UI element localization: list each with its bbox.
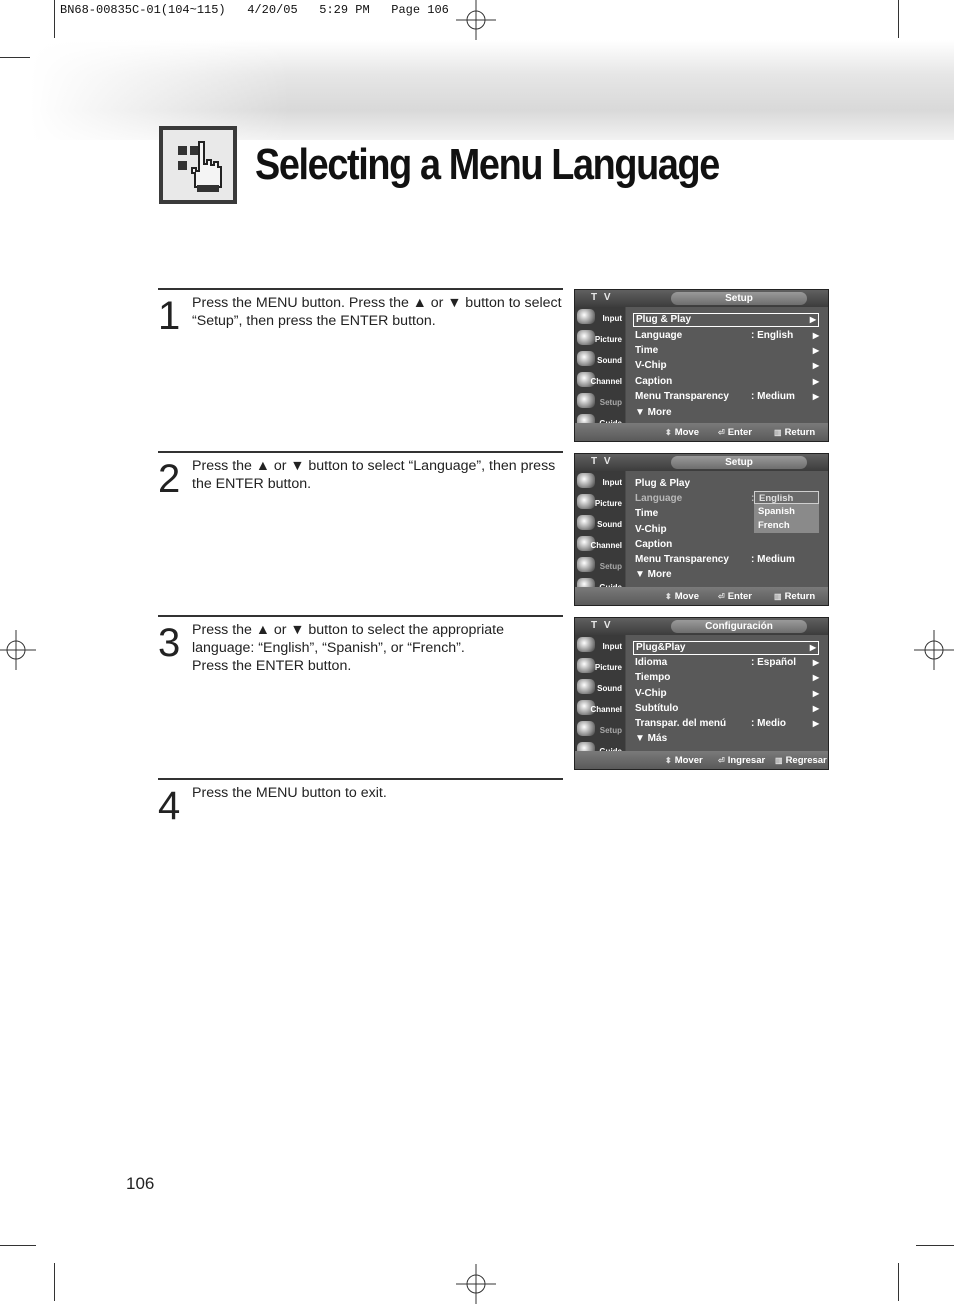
osd-sidebar-item[interactable]	[575, 471, 625, 492]
osd-menu-row[interactable]	[635, 477, 821, 491]
return-icon: ▥	[774, 592, 782, 601]
osd-hint-enter	[718, 591, 752, 602]
input-icon	[577, 637, 595, 652]
input-icon	[577, 309, 595, 324]
osd-sidebar-label: Input	[602, 642, 622, 651]
up-down-arrow-icon: ⬍	[665, 592, 672, 601]
osd-sidebar-item[interactable]	[575, 349, 625, 370]
step-line: Press the ENTER button.	[192, 658, 352, 674]
osd-sidebar-label: Setup	[599, 726, 622, 735]
osd-menu-row[interactable]	[633, 641, 819, 655]
osd-sidebar-label: Sound	[597, 684, 622, 693]
osd-tv-label: T V	[591, 292, 613, 303]
osd-hint-label: Move	[674, 427, 699, 438]
osd-sidebar-label: Input	[602, 478, 622, 487]
osd-bottombar	[575, 751, 828, 769]
osd-hint-move	[665, 591, 699, 602]
osd-row-value: : Medio	[751, 718, 786, 729]
step-number: 3	[158, 621, 181, 665]
osd-menu-row[interactable]	[635, 553, 821, 567]
osd-sidebar-label: Picture	[594, 499, 622, 508]
step-line: Press the MENU button. Press the ▲ or ▼ button to select	[192, 295, 562, 311]
chevron-right-icon: ▶	[812, 331, 819, 340]
setup-icon	[577, 557, 595, 572]
step-text	[192, 784, 563, 802]
osd-topbar	[575, 454, 828, 471]
osd-tv-label: T V	[591, 456, 613, 467]
osd-menu-row[interactable]	[635, 538, 821, 552]
osd-row-label: V-Chip	[635, 360, 667, 371]
osd-row-label: V-Chip	[635, 688, 667, 699]
language-dropdown[interactable]	[754, 491, 819, 533]
osd-hint-label: Ingresar	[727, 755, 766, 766]
registration-mark-icon	[456, 0, 496, 40]
osd-row-label: Tiempo	[635, 672, 671, 683]
input-icon	[577, 473, 595, 488]
enter-icon: ⏎	[718, 756, 725, 765]
osd-menu-row[interactable]	[635, 568, 821, 582]
osd-bottombar	[575, 423, 828, 441]
step	[158, 778, 563, 840]
dropdown-option[interactable]: French	[758, 520, 790, 531]
osd-menu-row[interactable]	[635, 656, 821, 670]
step-text	[192, 294, 563, 330]
crop-mark	[916, 1245, 954, 1246]
osd-hint-return	[774, 427, 815, 438]
enter-icon: ⏎	[718, 428, 725, 437]
chevron-right-icon: ▶	[812, 658, 819, 667]
registration-mark-icon	[0, 630, 36, 670]
osd-screen	[574, 453, 829, 606]
dropdown-option[interactable]: English	[754, 491, 819, 504]
osd-row-label: Idioma	[635, 657, 668, 668]
osd-sidebar-label: Channel	[590, 377, 622, 386]
osd-row-label: Language	[635, 330, 683, 341]
osd-menu-row[interactable]	[635, 671, 821, 685]
step	[158, 615, 563, 777]
osd-menu-row[interactable]	[635, 344, 821, 358]
osd-hint-return	[775, 755, 827, 766]
osd-row-value: :	[751, 493, 755, 504]
crop-mark	[898, 1263, 899, 1301]
osd-menu-row[interactable]	[635, 717, 821, 731]
osd-sidebar-label: Channel	[590, 705, 622, 714]
osd-row-label: Caption	[635, 539, 673, 550]
osd-menu-row[interactable]	[635, 732, 821, 746]
osd-menu-row[interactable]	[635, 375, 821, 389]
step-number: 1	[158, 294, 181, 338]
crop-mark	[54, 0, 55, 38]
step-line: Press the MENU button to exit.	[192, 785, 387, 801]
chevron-right-icon: ▶	[809, 315, 816, 324]
osd-sidebar-item[interactable]	[575, 328, 625, 349]
osd-sidebar-item[interactable]	[575, 370, 625, 391]
print-slug: BN68-00835C-01(104~115) 4/20/05 5:29 PM Page 106	[60, 3, 449, 17]
osd-sidebar	[575, 307, 625, 433]
sound-icon	[577, 515, 595, 530]
osd-row-label: Menu Transparency	[635, 391, 729, 402]
osd-hint-label: Move	[674, 591, 699, 602]
osd-sidebar-item[interactable]	[575, 635, 625, 656]
pointing-hand-icon	[159, 126, 237, 204]
step-line: Press the ▲ or ▼ button to select “Language”, then press	[192, 458, 556, 474]
osd-topbar	[575, 618, 828, 635]
osd-row-value: : Medium	[751, 554, 795, 565]
osd-menu-row[interactable]	[633, 313, 819, 327]
osd-sidebar-item[interactable]	[575, 555, 625, 576]
picture-icon	[577, 330, 595, 345]
crop-mark	[0, 1245, 36, 1246]
setup-icon	[577, 721, 595, 736]
osd-row-label: Menu Transparency	[635, 554, 729, 565]
step	[158, 288, 563, 450]
osd-bottombar	[575, 587, 828, 605]
osd-row-label: Time	[635, 508, 659, 519]
osd-menu-row[interactable]	[635, 329, 821, 343]
osd-hint-label: Return	[784, 591, 816, 602]
return-icon: ▥	[774, 428, 782, 437]
chevron-right-icon: ▶	[809, 643, 816, 652]
osd-sidebar-item[interactable]	[575, 719, 625, 740]
osd-menu-row[interactable]	[635, 702, 821, 716]
osd-row-label: Plug & Play	[636, 314, 692, 325]
osd-sidebar-label: Sound	[597, 520, 622, 529]
chevron-right-icon: ▶	[812, 346, 819, 355]
step-text	[192, 621, 563, 675]
osd-sidebar-item[interactable]	[575, 307, 625, 328]
osd-sidebar-label: Setup	[599, 398, 622, 407]
step-number: 4	[158, 784, 181, 828]
osd-hint-label: Enter	[727, 427, 752, 438]
header-banner-fade	[30, 40, 290, 140]
osd-row-value: : Medium	[751, 391, 795, 402]
osd-sidebar-label: Picture	[594, 663, 622, 672]
osd-row-value: : English	[751, 330, 794, 341]
osd-row-label: ▼ More	[635, 407, 672, 418]
osd-sidebar-label: Channel	[590, 541, 622, 550]
osd-menu-row[interactable]	[635, 359, 821, 373]
registration-mark-icon	[914, 630, 954, 670]
osd-sidebar	[575, 471, 625, 597]
step-text	[192, 457, 563, 493]
osd-hint-return	[774, 591, 815, 602]
osd-sidebar-label: Input	[602, 314, 622, 323]
up-down-arrow-icon: ⬍	[665, 756, 672, 765]
sound-icon	[577, 351, 595, 366]
osd-row-label: V-Chip	[635, 524, 667, 535]
crop-mark	[898, 0, 899, 38]
osd-row-label: Language	[635, 493, 683, 504]
osd-sidebar-item[interactable]	[575, 534, 625, 555]
osd-menu-row[interactable]	[635, 390, 821, 404]
crop-mark	[54, 1263, 55, 1301]
step-line: Press the ▲ or ▼ button to select the appropriate	[192, 622, 505, 638]
chevron-right-icon: ▶	[812, 719, 819, 728]
osd-row-label: Plug & Play	[635, 478, 691, 489]
osd-hint-label: Regresar	[785, 755, 827, 766]
osd-row-label: Time	[635, 345, 659, 356]
osd-sidebar-label: Sound	[597, 356, 622, 365]
osd-topbar	[575, 290, 828, 307]
osd-hint-label: Return	[784, 427, 816, 438]
chevron-right-icon: ▶	[812, 689, 819, 698]
step-line: language: “English”, “Spanish”, or “French”.	[192, 640, 465, 656]
osd-screen	[574, 617, 829, 770]
chevron-right-icon: ▶	[812, 704, 819, 713]
osd-row-value: : Español	[751, 657, 797, 668]
osd-row-label: Subtítulo	[635, 703, 679, 714]
picture-icon	[577, 658, 595, 673]
step-line: the ENTER button.	[192, 476, 312, 492]
up-down-arrow-icon: ⬍	[665, 428, 672, 437]
chevron-right-icon: ▶	[812, 361, 819, 370]
osd-sidebar	[575, 635, 625, 761]
osd-row-label: ▼ More	[635, 569, 672, 580]
osd-sidebar-label: Setup	[599, 562, 622, 571]
dropdown-option[interactable]: Spanish	[758, 506, 795, 517]
osd-row-label: Caption	[635, 376, 673, 387]
osd-screen	[574, 289, 829, 442]
osd-sidebar-label: Picture	[594, 335, 622, 344]
osd-menu-row[interactable]	[635, 406, 821, 420]
osd-hint-move	[665, 755, 703, 766]
osd-hint-label: Enter	[727, 591, 752, 602]
osd-sidebar-item[interactable]	[575, 698, 625, 719]
chevron-right-icon: ▶	[812, 377, 819, 386]
page-number: 106	[126, 1174, 155, 1193]
page-title: Selecting a Menu Language	[255, 140, 719, 189]
osd-row-label: ▼ Más	[635, 733, 668, 744]
registration-mark-icon	[456, 1264, 496, 1304]
osd-menu-title: Setup	[671, 456, 807, 469]
osd-menu-title: Setup	[671, 292, 807, 305]
enter-icon: ⏎	[718, 592, 725, 601]
chevron-right-icon: ▶	[812, 392, 819, 401]
step	[158, 451, 563, 613]
sound-icon	[577, 679, 595, 694]
osd-sidebar-item[interactable]	[575, 391, 625, 412]
picture-icon	[577, 494, 595, 509]
return-icon: ▥	[775, 756, 783, 765]
osd-hint-label: Mover	[674, 755, 703, 766]
osd-row-label: Transpar. del menú	[635, 718, 727, 729]
step-line: “Setup”, then press the ENTER button.	[192, 313, 436, 329]
osd-menu-title: Configuración	[671, 620, 807, 633]
osd-hint-enter	[718, 755, 765, 766]
osd-sidebar-item[interactable]	[575, 492, 625, 513]
osd-row-label: Plug&Play	[636, 642, 686, 653]
osd-sidebar-item[interactable]	[575, 513, 625, 534]
setup-icon	[577, 393, 595, 408]
osd-sidebar-item[interactable]	[575, 677, 625, 698]
osd-menu-row[interactable]	[635, 687, 821, 701]
osd-tv-label: T V	[591, 620, 613, 631]
osd-hint-move	[665, 427, 699, 438]
osd-hint-enter	[718, 427, 752, 438]
chevron-right-icon: ▶	[812, 673, 819, 682]
osd-sidebar-item[interactable]	[575, 656, 625, 677]
step-number: 2	[158, 457, 181, 501]
